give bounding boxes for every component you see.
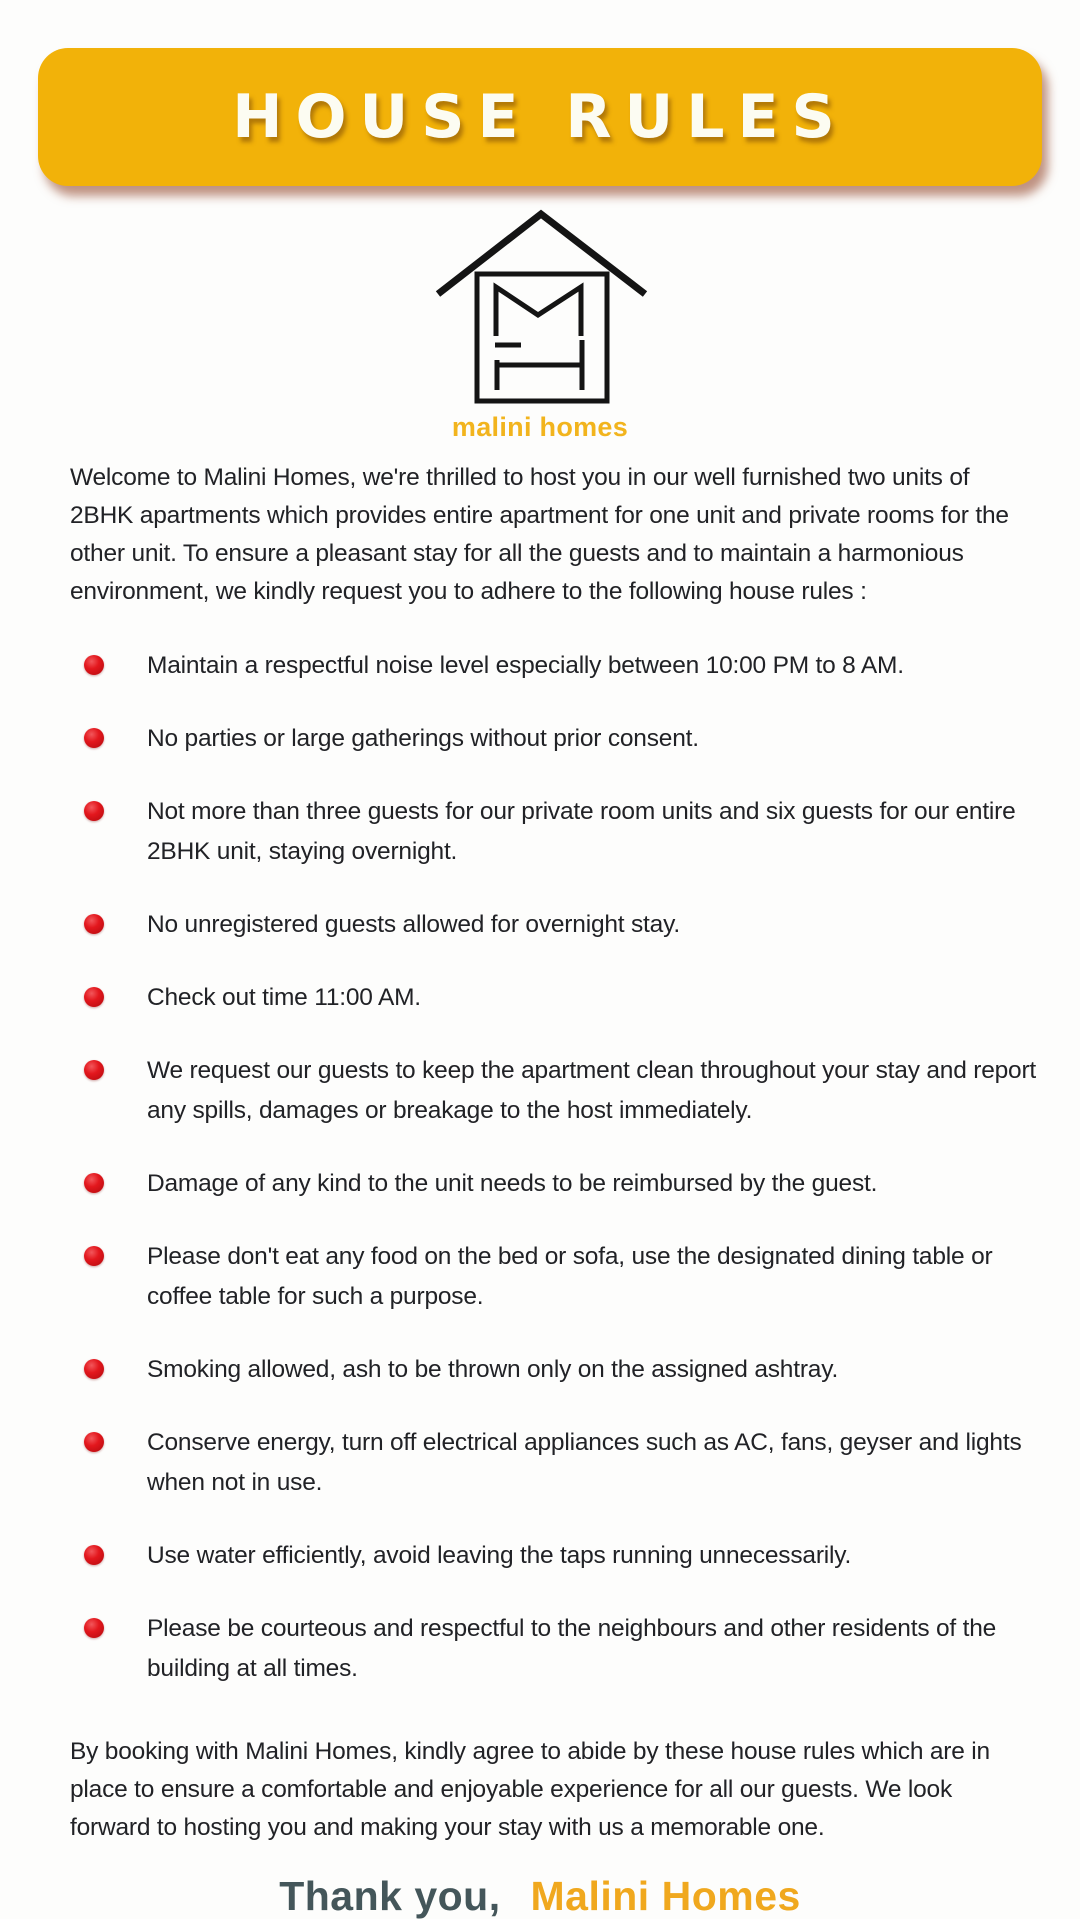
rule-text: Damage of any kind to the unit needs to be reimbursed by the guest. — [147, 1170, 878, 1197]
rule-text: Please don't eat any food on the bed or sofa, use the designated dining table or coffee table for such a purpose. — [147, 1243, 993, 1310]
rule-text: Conserve energy, turn off electrical appliances such as AC, fans, geyser and lights when not in use. — [147, 1429, 1022, 1496]
rule-item — [0, 905, 1080, 945]
bullet-icon — [84, 987, 104, 1007]
bullet-icon — [84, 1545, 104, 1565]
rule-item — [0, 792, 1080, 872]
rule-text: No unregistered guests allowed for overnight stay. — [147, 911, 680, 938]
title-banner — [38, 48, 1042, 186]
bullet-icon — [84, 1173, 104, 1193]
rule-text: Please be courteous and respectful to the neighbours and other residents of the building at all times. — [147, 1615, 997, 1682]
footer-brand-name: Malini Homes — [530, 1873, 801, 1919]
bullet-icon — [84, 1432, 104, 1452]
rule-item — [0, 1609, 1080, 1689]
bullet-icon — [84, 1246, 104, 1266]
rule-text: Check out time 11:00 AM. — [147, 984, 421, 1011]
rule-text: Not more than three guests for our private room units and six guests for our entire 2BHK unit, staying overnight. — [147, 798, 1016, 865]
bullet-icon — [84, 914, 104, 934]
rule-item — [0, 1237, 1080, 1317]
rule-item — [0, 978, 1080, 1018]
bullet-icon — [84, 801, 104, 821]
bullet-icon — [84, 655, 104, 675]
rule-item — [0, 1051, 1080, 1131]
closing-paragraph: By booking with Malini Homes, kindly agree to abide by these house rules which are in place to ensure a comfortable and enjoyable experience for all our guests. We look forward to hosting you and making your stay with us a memorable one. — [70, 1738, 990, 1841]
thank-you-text: Thank you, — [279, 1873, 501, 1919]
rule-item — [0, 1423, 1080, 1503]
house-monogram-icon — [420, 206, 660, 406]
rules-list — [0, 646, 1080, 1689]
brand-name: malini homes — [451, 412, 629, 442]
bullet-icon — [84, 1359, 104, 1379]
signature-line — [0, 1873, 1080, 1919]
rule-text: Smoking allowed, ash to be thrown only on the assigned ashtray. — [147, 1356, 839, 1383]
rule-text: Use water efficiently, avoid leaving the taps running unnecessarily. — [147, 1542, 852, 1569]
rule-text: We request our guests to keep the apartment clean throughout your stay and report any spills, damages or breakage to the host immediately. — [147, 1057, 1037, 1124]
intro-paragraph: Welcome to Malini Homes, we're thrilled to host you in our well furnished two units of 2BHK apartments which provides entire apartment for one unit and private rooms for the other unit. To ensure a pleasant stay for all the guests and to maintain a harmonious environment, we kindly request you to adhere to the following house rules : — [70, 464, 1009, 605]
page-title: HOUSE RULES — [232, 82, 848, 152]
rule-item — [0, 719, 1080, 759]
brand-logo — [0, 206, 1080, 443]
rule-item — [0, 1164, 1080, 1204]
rule-item — [0, 1536, 1080, 1576]
bullet-icon — [84, 1060, 104, 1080]
bullet-icon — [84, 1618, 104, 1638]
rule-text: No parties or large gatherings without prior consent. — [147, 725, 699, 752]
rule-item — [0, 1350, 1080, 1390]
rule-text: Maintain a respectful noise level especially between 10:00 PM to 8 AM. — [147, 652, 904, 679]
bullet-icon — [84, 728, 104, 748]
rule-item — [0, 646, 1080, 686]
